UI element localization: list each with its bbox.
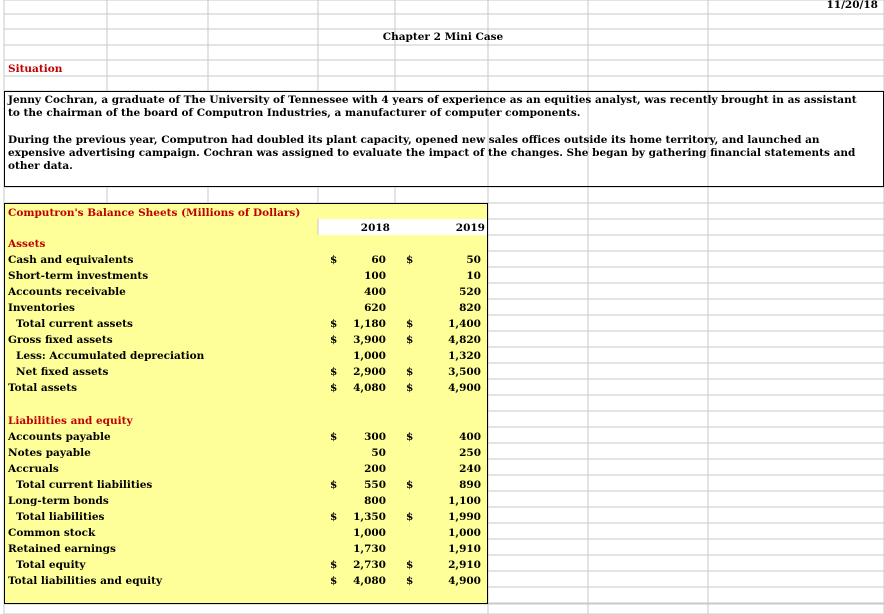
row-label: Total liabilities — [16, 511, 105, 523]
currency-symbol: $ — [330, 334, 338, 346]
row-label: Total current liabilities — [16, 479, 153, 491]
value-2019: 4,900 — [448, 382, 481, 394]
currency-symbol: $ — [330, 431, 338, 443]
currency-symbol: $ — [406, 575, 414, 587]
value-2019: 1,400 — [448, 318, 481, 330]
row-label: Total current assets — [16, 318, 133, 330]
value-2019: 3,500 — [448, 366, 481, 378]
value-2018: 4,080 — [353, 575, 386, 587]
row-label: Accruals — [8, 463, 59, 475]
currency-symbol: $ — [406, 559, 414, 571]
value-2019: 520 — [459, 286, 481, 298]
row-label: Inventories — [8, 302, 75, 314]
row-label: Total assets — [8, 382, 77, 394]
currency-symbol: $ — [406, 334, 414, 346]
value-2018: 550 — [364, 479, 386, 491]
value-2018: 300 — [364, 431, 386, 443]
value-2018: 50 — [371, 447, 386, 459]
row-label: Cash and equivalents — [8, 254, 134, 266]
currency-symbol: $ — [406, 366, 414, 378]
row-label: Total equity — [16, 559, 86, 571]
row-label: Retained earnings — [8, 543, 116, 555]
row-label: Long-term bonds — [8, 495, 109, 507]
currency-symbol: $ — [330, 479, 338, 491]
row-label: Accounts payable — [8, 431, 111, 443]
value-2018: 3,900 — [353, 334, 386, 346]
currency-symbol: $ — [330, 382, 338, 394]
situation-label: Situation — [8, 63, 63, 75]
date-cell: 11/20/18 — [826, 0, 878, 11]
year-2019-header: 2019 — [455, 222, 485, 234]
row-label: Accounts receivable — [8, 286, 126, 298]
currency-symbol: $ — [406, 254, 414, 266]
row-label: Total liabilities and equity — [8, 575, 163, 587]
value-2019: 1,320 — [448, 350, 481, 362]
value-2019: 2,910 — [448, 559, 481, 571]
currency-symbol: $ — [330, 559, 338, 571]
value-2019: 820 — [459, 302, 481, 314]
row-label: Net fixed assets — [16, 366, 109, 378]
situation-paragraph-1: Jenny Cochran, a graduate of The University of Tennessee with 4 years of experience as an equities analyst, was recently brought in as assistant to the chairman of the board of Computron Industries, a manufacturer of computer components. — [8, 94, 857, 119]
value-2018: 2,730 — [353, 559, 386, 571]
value-2018: 2,900 — [353, 366, 386, 378]
value-2018: 60 — [371, 254, 386, 266]
currency-symbol: $ — [406, 511, 414, 523]
currency-symbol: $ — [406, 479, 414, 491]
value-2018: 800 — [364, 495, 386, 507]
value-2019: 4,820 — [448, 334, 481, 346]
row-label: Notes payable — [8, 447, 91, 459]
value-2019: 890 — [459, 479, 481, 491]
assets-header: Assets — [8, 238, 46, 250]
value-2018: 1,000 — [353, 527, 386, 539]
value-2018: 100 — [364, 270, 386, 282]
row-label: Common stock — [8, 527, 96, 539]
value-2019: 4,900 — [448, 575, 481, 587]
value-2018: 1,180 — [353, 318, 386, 330]
currency-symbol: $ — [406, 431, 414, 443]
currency-symbol: $ — [330, 575, 338, 587]
currency-symbol: $ — [330, 318, 338, 330]
value-2019: 10 — [466, 270, 481, 282]
row-label: Gross fixed assets — [8, 334, 113, 346]
liabilities-header: Liabilities and equity — [8, 415, 133, 427]
value-2019: 50 — [466, 254, 481, 266]
currency-symbol: $ — [330, 254, 338, 266]
value-2018: 1,350 — [353, 511, 386, 523]
page-title: Chapter 2 Mini Case — [382, 31, 504, 43]
currency-symbol: $ — [406, 382, 414, 394]
value-2019: 240 — [459, 463, 481, 475]
balance-sheet-title: Computron's Balance Sheets (Millions of Dollars) — [8, 207, 301, 219]
currency-symbol: $ — [330, 366, 338, 378]
value-2019: 1,990 — [448, 511, 481, 523]
value-2019: 250 — [459, 447, 481, 459]
year-2018-header: 2018 — [360, 222, 390, 234]
currency-symbol: $ — [330, 511, 338, 523]
currency-symbol: $ — [406, 318, 414, 330]
value-2018: 400 — [364, 286, 386, 298]
value-2019: 1,100 — [448, 495, 481, 507]
value-2018: 4,080 — [353, 382, 386, 394]
value-2018: 1,000 — [353, 350, 386, 362]
row-label: Short-term investments — [8, 270, 149, 282]
situation-paragraph-2: During the previous year, Computron had doubled its plant capacity, opened new sales offices outside its home territory, and launched an expensive advertising campaign. Cochran was assigned to evaluate the impact of the changes. She began by gathering financial statements and other data. — [8, 134, 856, 172]
value-2018: 1,730 — [353, 543, 386, 555]
value-2019: 1,910 — [448, 543, 481, 555]
value-2018: 200 — [364, 463, 386, 475]
value-2019: 400 — [459, 431, 481, 443]
value-2018: 620 — [364, 302, 386, 314]
row-label: Less: Accumulated depreciation — [16, 350, 205, 362]
value-2019: 1,000 — [448, 527, 481, 539]
